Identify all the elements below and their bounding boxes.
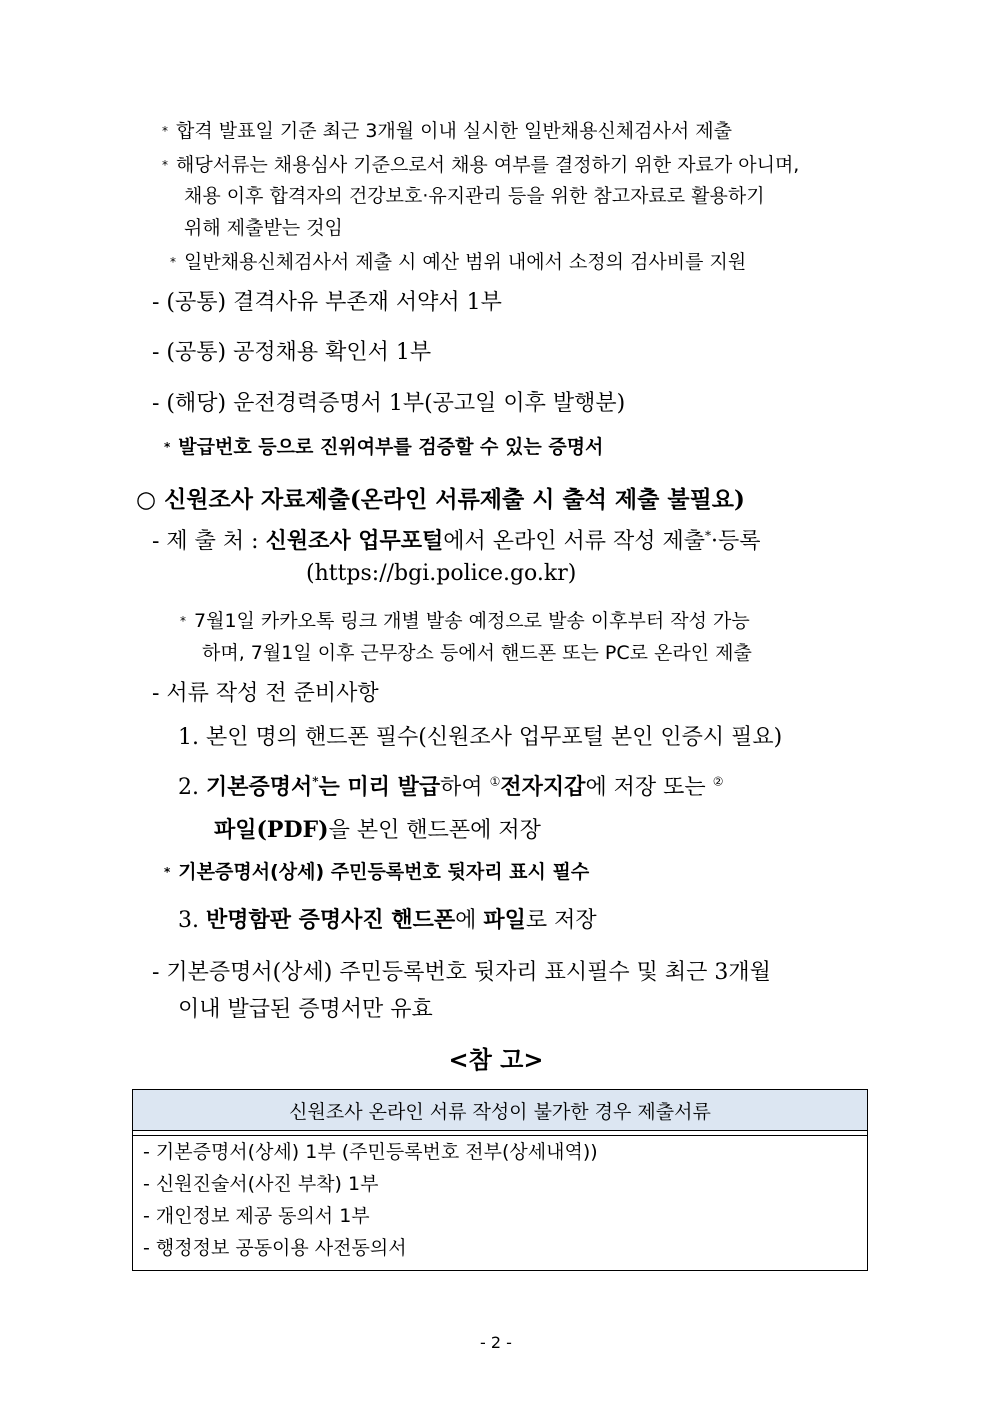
portal-url: (https://bgi.police.go.kr) <box>306 561 577 586</box>
submit-line: - 제 출 처 : 신원조사 업무포털에서 온라인 서류 작성 제출*·등록 <box>152 528 761 554</box>
prep-step-2-cont: 파일(PDF)을 본인 핸드폰에 저장 <box>214 817 541 843</box>
note-line-cont: 채용 이후 합격자의 건강보호·유지관리 등을 위한 참고자료로 활용하기 <box>184 185 765 207</box>
note-line: * 일반채용신체검사서 제출 시 예산 범위 내에서 소정의 검사비를 지원 <box>170 251 747 273</box>
portal-name: 신원조사 업무포털 <box>265 528 444 554</box>
note-line-cont: 위해 제출받는 것임 <box>184 217 343 239</box>
note-line: * 합격 발표일 기준 최근 3개월 이내 실시한 일반채용신체검사서 제출 <box>162 120 732 142</box>
page-number: - 2 - <box>480 1333 512 1352</box>
prep-step-1: 1. 본인 명의 핸드폰 필수(신원조사 업무포털 본인 인증시 필요) <box>178 725 783 750</box>
validity-note-cont: 이내 발급된 증명서만 유효 <box>178 997 433 1022</box>
prep-step-3: 3. 반명함판 증명사진 핸드폰에 파일로 저장 <box>178 907 597 933</box>
validity-note: - 기본증명서(상세) 주민등록번호 뒷자리 표시필수 및 최근 3개월 <box>152 960 771 985</box>
section-heading: ○ 신원조사 자료제출(온라인 서류제출 시 출석 제출 불필요) <box>136 486 745 513</box>
document-item: - (해당) 운전경력증명서 1부(공고일 이후 발행분) <box>152 391 626 416</box>
submit-note-cont: 하며, 7월1일 이후 근무장소 등에서 핸드폰 또는 PC로 온라인 제출 <box>202 642 752 664</box>
item-note: * 발급번호 등으로 진위여부를 검증할 수 있는 증명서 <box>164 436 604 458</box>
prep-heading: - 서류 작성 전 준비사항 <box>152 681 379 706</box>
reference-title: <참 고> <box>448 1045 544 1074</box>
reference-box <box>132 1089 868 1271</box>
document-item: - (공통) 결격사유 부존재 서약서 1부 <box>152 290 502 315</box>
note-line: * 해당서류는 채용심사 기준으로서 채용 여부를 결정하기 위한 자료가 아니며, <box>162 154 800 176</box>
prep-step-2: 2. 기본증명서*는 미리 발급하여 ①전자지갑에 저장 또는 ② <box>178 774 724 800</box>
document-item: - (공통) 공정채용 확인서 1부 <box>152 340 432 365</box>
reference-item: - 기본증명서(상세) 1부 (주민등록번호 전부(상세내역)) <box>143 1141 598 1163</box>
reference-item: - 개인정보 제공 동의서 1부 <box>143 1205 370 1227</box>
submit-note: * 7월1일 카카오톡 링크 개별 발송 예정으로 발송 이후부터 작성 가능 <box>180 610 750 632</box>
reference-box-title: 신원조사 온라인 서류 작성이 불가한 경우 제출서류 <box>133 1090 867 1131</box>
reference-item: - 신원진술서(사진 부착) 1부 <box>143 1173 379 1195</box>
prep-note: * 기본증명서(상세) 주민등록번호 뒷자리 표시 필수 <box>164 861 590 883</box>
reference-item: - 행정정보 공동이용 사전동의서 <box>143 1237 407 1259</box>
